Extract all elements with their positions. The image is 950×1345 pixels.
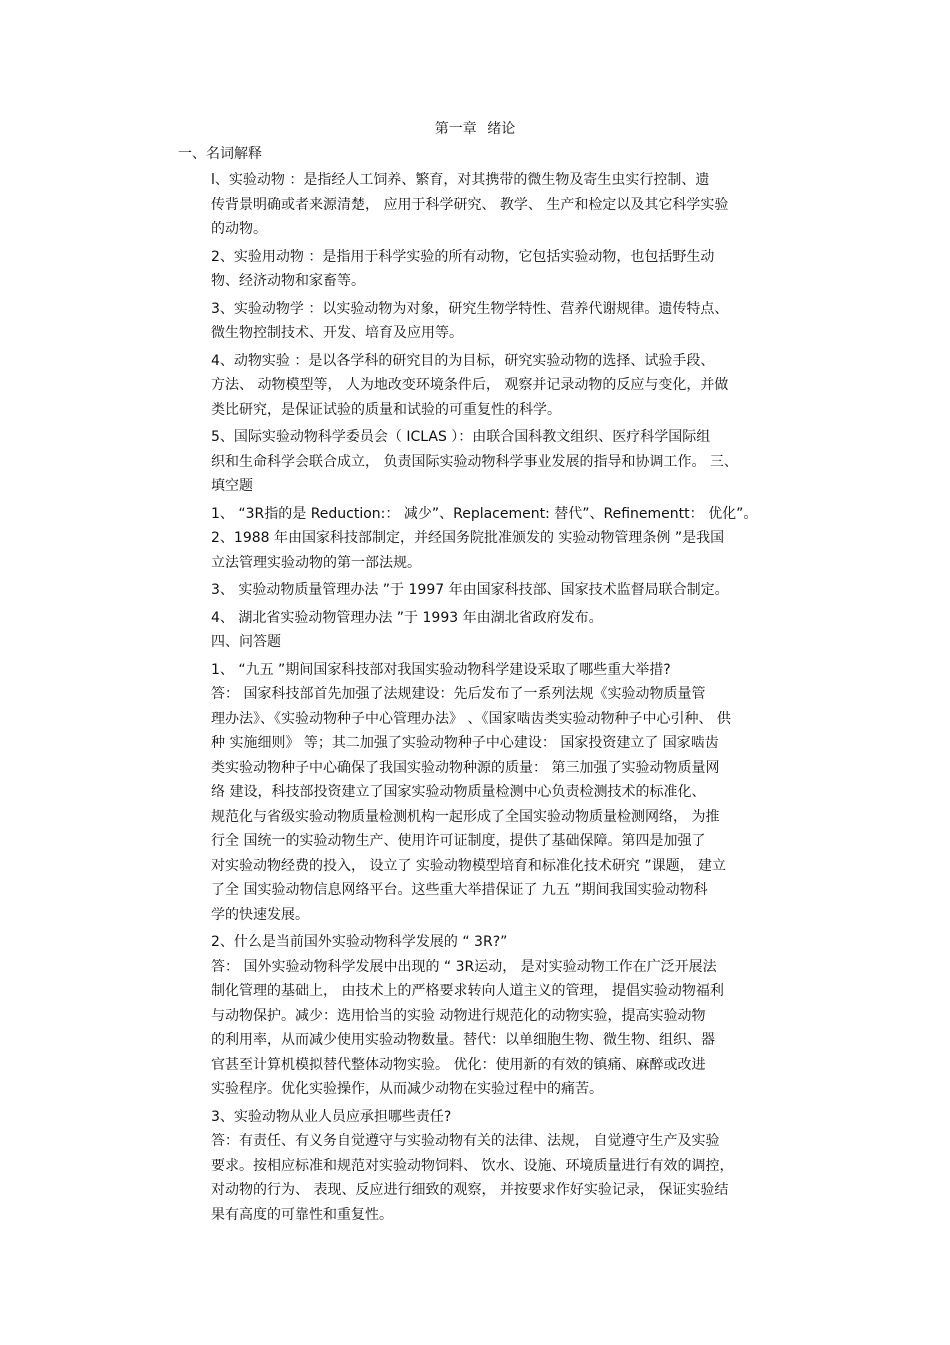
section-heading-definitions: 一、名词解释 [178, 146, 262, 162]
text-line: 与动物保护。减少：选用恰当的实验 动物进行规范化的动物实验，提高实验动物 [211, 1007, 706, 1024]
text-line: 方法、 动物模型等， 人为地改变环境条件后， 观察并记录动物的反应与变化，并做 [211, 377, 729, 393]
text-line: 立法管理实验动物的第一部法规。 [211, 554, 421, 571]
text-line: 要求。按相应标准和规范对实验动物饲料、 饮水、设施、环境质量进行有效的调控， [211, 1157, 734, 1174]
body-text [211, 168, 757, 1227]
text-line: 3、 实验动物质量管理办法 ”于 1997 年由国家科技部、国家技术监督局联合制定。 [211, 582, 729, 598]
text-line: 1、 “3R指的是 Reduction:： 减少”、Replacement: 替代”、Refinementt： 优化”。 [211, 505, 758, 522]
text-line: 对动物的行为、 表现、反应进行细致的观察， 并按要求作好实验记录， 保证实验结 [211, 1182, 729, 1198]
text-line: 种 实施细则》 等；其二加强了实验动物种子中心建设： 国家投资建立了 国家啮齿 [211, 735, 719, 751]
text-line: 对实验动物经费的投入， 设立了 实验动物模型培育和标准化技术研究 ”课题， 建立 [211, 857, 727, 874]
text-line: 官甚至计算机模拟替代整体动物实验。 优化：使用新的有效的镇痛、麻醉或改进 [211, 1056, 706, 1073]
text-line: 答：有责任、有义务自觉遵守与实验动物有关的法律、法规， 自觉遵守生产及实验 [211, 1133, 720, 1149]
text-line: 四、问答题 [211, 634, 281, 650]
text-line: 的利用率，从而减少使用实验动物数量。替代：以单细胞生物、微生物、组织、器 [211, 1032, 715, 1048]
text-line: 行全 国统一的实验动物生产、使用许可证制度，提供了基础保障。第四是加强了 [211, 833, 706, 849]
text-line: 2、什么是当前国外实验动物科学发展的 “ 3R?” [211, 934, 508, 950]
text-line: 1、 “九五 ”期间国家科技部对我国实验动物科学建设采取了哪些重大举措? [211, 661, 671, 678]
text-line: 了全 国实验动物信息网络平台。这些重大举措保证了 九五 ”期间我国实验动物科 [211, 882, 708, 898]
text-line: 3、实验动物学 ：以实验动物为对象，研究生物学特性、营养代谢规律。遗传特点、 [211, 300, 729, 317]
text-line: 3、实验动物从业人员应承担哪些责任? [211, 1108, 452, 1125]
text-line: 理办法》、《实验动物种子中心管理办法》 、《国家啮齿类实验动物种子中心引种、 供 [211, 710, 731, 727]
text-line: 答： 国家科技部首先加强了法规建设：先后发布了一系列法规《实验动物质量管 [211, 686, 706, 702]
text-line: 4、动物实验 ：是以各学科的研究目的为目标，研究实验动物的选择、试验手段、 [211, 352, 715, 369]
text-line: 填空题 [211, 478, 253, 494]
text-line: 规范化与省级实验动物质量检测机构一起形成了全国实验动物质量检测网络， 为推 [211, 808, 720, 825]
text-line: 织和生命科学会联合成立， 负责国际实验动物科学事业发展的指导和协调工作。 三、 [211, 453, 738, 470]
text-line: 物、经济动物和家畜等。 [211, 273, 365, 289]
text-line: 2、1988 年由国家科技部制定，并经国务院批准颁发的 实验动物管理条例 ”是我国 [211, 530, 725, 546]
text-line: 的动物。 [211, 221, 267, 237]
text-line: 果有高度的可靠性和重复性。 [211, 1206, 393, 1223]
text-line: 传背景明确或者来源清楚， 应用于科学研究、 教学、 生产和检定以及其它科学实验 [211, 196, 729, 213]
text-line: 络 建设，科技部投资建立了国家实验动物质量检测中心负责检测技术的标准化、 [211, 784, 706, 800]
text-line: 制化管理的基础上， 由技术上的严格要求转向人道主义的管理， 提倡实验动物福利 [211, 983, 724, 999]
text-line: 学的快速发展。 [211, 906, 309, 923]
text-line: 类比研究，是保证试验的质量和试验的可重复性的科学。 [211, 401, 561, 418]
text-line: 4、 湖北省实验动物管理办法 ”于 1993 年由湖北省政府发布。 [211, 609, 603, 626]
text-line: l、实验动物 ：是指经人工饲养、繁育，对其携带的微生物及寄生虫实行控制、遗 [211, 172, 710, 188]
text-line: 5、国际实验动物科学委员会（ ICLAS ）：由联合国科教文组织、医疗科学国际组 [211, 429, 711, 445]
text-line: 2、实验用动物 ：是指用于科学实验的所有动物，它包括实验动物，也包括野生动 [211, 248, 715, 265]
text-line: 类实验动物种子中心确保了我国实验动物种源的质量： 第三加强了实验动物质量网 [211, 759, 720, 776]
text-line: 实验程序。优化实验操作，从而减少动物在实验过程中的痛苦。 [211, 1081, 603, 1097]
text-line: 答： 国外实验动物科学发展中出现的 “ 3R运动， 是对实验动物工作在广泛开展法 [211, 958, 717, 975]
chapter-title: 第一章 绪论 [434, 121, 516, 137]
text-line: 微生物控制技术、开发、培育及应用等。 [211, 325, 463, 341]
